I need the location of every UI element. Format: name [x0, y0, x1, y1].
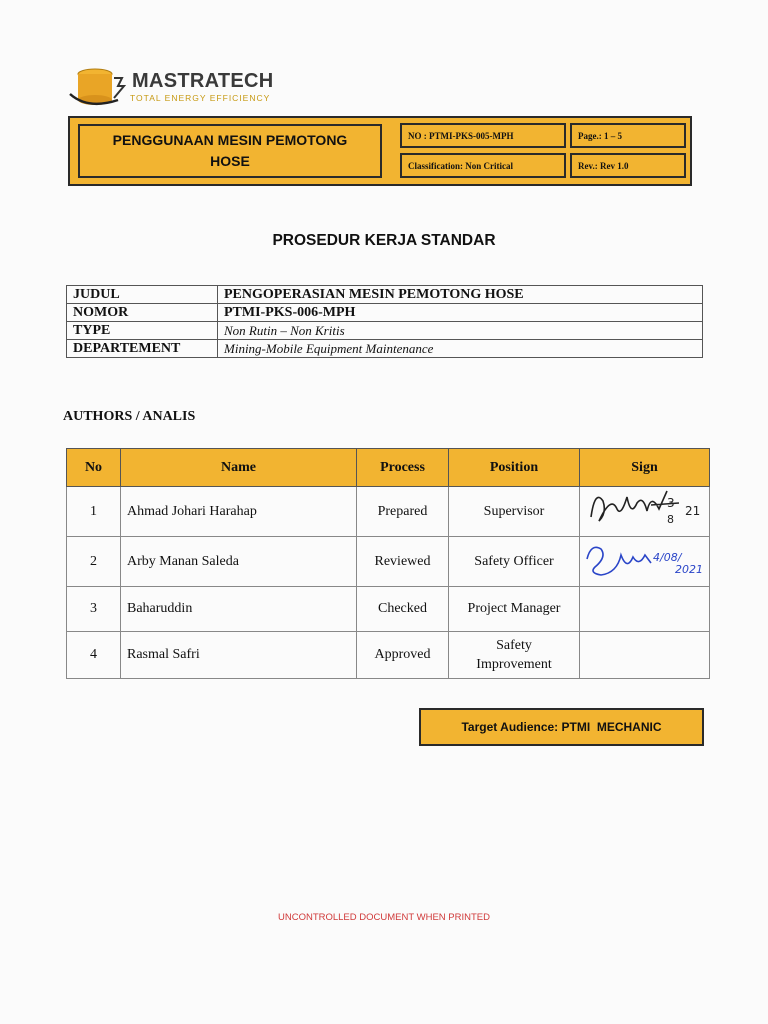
audience-separator: :	[554, 720, 562, 734]
row-no: 4	[67, 632, 121, 679]
document-header	[68, 116, 692, 186]
page-range: Page.: 1 – 5	[570, 123, 686, 148]
table-row	[67, 487, 710, 537]
target-audience-box	[419, 708, 704, 746]
row-process: Prepared	[357, 487, 449, 537]
info-table	[66, 285, 703, 358]
uncontrolled-notice: UNCONTROLLED DOCUMENT WHEN PRINTED	[277, 912, 490, 923]
info-row	[67, 322, 703, 340]
audience-label: Target Audience	[461, 720, 555, 734]
audience-value: PTMI MECHANIC	[561, 720, 662, 734]
document-title	[78, 124, 382, 178]
document-number: NO : PTMI-PKS-005-MPH	[400, 123, 566, 148]
row-position-line1: Safety	[496, 638, 532, 653]
svg-text:21: 21	[685, 504, 701, 518]
svg-text:2021: 2021	[675, 563, 703, 576]
header-name: Name	[121, 449, 357, 487]
row-process: Approved	[357, 632, 449, 679]
signature-1	[581, 487, 708, 531]
row-no: 2	[67, 537, 121, 587]
row-sign	[580, 632, 710, 679]
classification: Classification: Non Critical	[400, 153, 566, 178]
info-value: PTMI-PKS-006-MPH	[218, 304, 703, 322]
row-position: Safety Officer	[449, 537, 580, 587]
company-logo	[68, 64, 298, 110]
signature-2	[581, 537, 708, 581]
row-name: Ahmad Johari Harahap	[121, 487, 357, 537]
info-value: Mining-Mobile Equipment Maintenance	[218, 340, 703, 358]
header-sign: Sign	[580, 449, 710, 487]
svg-text:8: 8	[667, 513, 674, 526]
row-name: Rasmal Safri	[121, 632, 357, 679]
info-key: JUDUL	[67, 286, 218, 304]
info-value: Non Rutin – Non Kritis	[218, 322, 703, 340]
logo-cylinder-icon	[68, 64, 130, 110]
document-title-line2: HOSE	[210, 153, 250, 169]
row-position: Supervisor	[449, 487, 580, 537]
svg-text:3: 3	[667, 496, 675, 510]
info-value: PENGOPERASIAN MESIN PEMOTONG HOSE	[218, 286, 703, 304]
info-key: NOMOR	[67, 304, 218, 322]
header-process: Process	[357, 449, 449, 487]
row-position: Project Manager	[449, 587, 580, 632]
row-name: Arby Manan Saleda	[121, 537, 357, 587]
authors-table	[66, 448, 710, 679]
row-process: Reviewed	[357, 537, 449, 587]
authors-label: AUTHORS / ANALIS	[63, 409, 196, 424]
table-row	[67, 587, 710, 632]
info-row	[67, 340, 703, 358]
table-row	[67, 632, 710, 679]
row-sign	[580, 587, 710, 632]
row-position-line2: Improvement	[476, 657, 552, 672]
authors-header-row	[67, 449, 710, 487]
row-sign	[580, 487, 710, 537]
row-no: 1	[67, 487, 121, 537]
row-no: 3	[67, 587, 121, 632]
document-title-line1: PENGGUNAAN MESIN PEMOTONG	[112, 132, 348, 148]
revision: Rev.: Rev 1.0	[570, 153, 686, 178]
info-row	[67, 304, 703, 322]
row-sign	[580, 537, 710, 587]
logo-name: MASTRATECH	[132, 70, 274, 92]
logo-tagline: TOTAL ENERGY EFFICIENCY	[130, 93, 271, 103]
info-key: DEPARTEMENT	[67, 340, 218, 358]
info-row	[67, 286, 703, 304]
table-row	[67, 537, 710, 587]
header-position: Position	[449, 449, 580, 487]
main-heading: PROSEDUR KERJA STANDAR	[272, 232, 496, 249]
row-name: Baharuddin	[121, 587, 357, 632]
row-process: Checked	[357, 587, 449, 632]
row-position	[449, 632, 580, 679]
svg-text:4/08/: 4/08/	[653, 551, 682, 564]
info-key: TYPE	[67, 322, 218, 340]
header-no: No	[67, 449, 121, 487]
